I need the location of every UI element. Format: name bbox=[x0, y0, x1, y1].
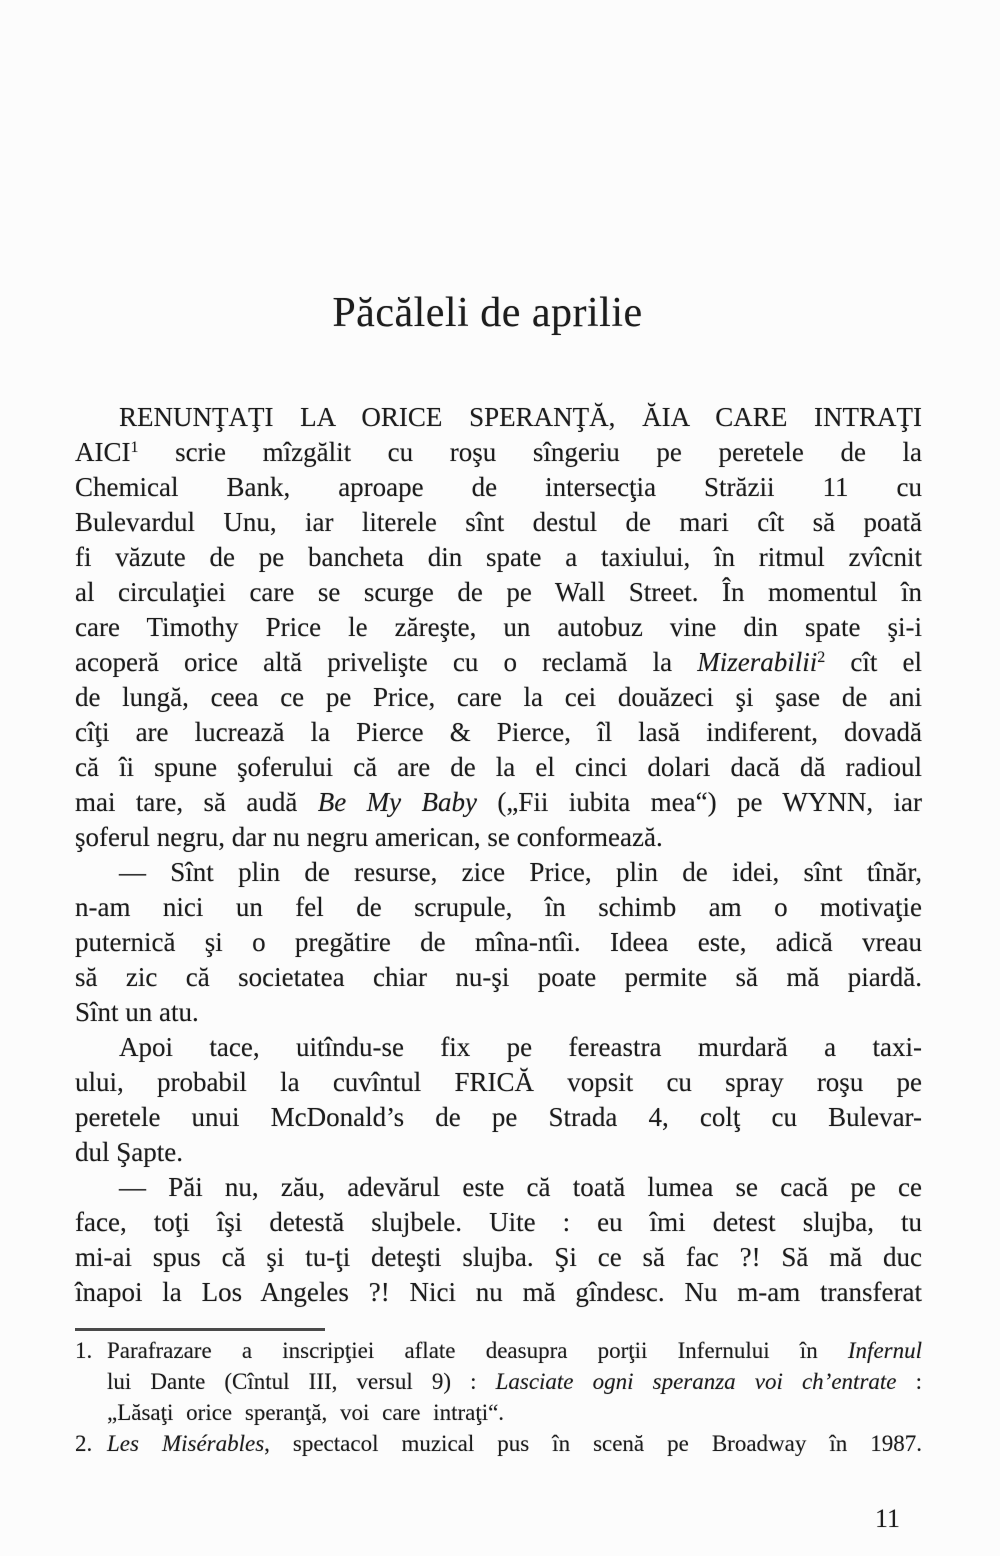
text-segment: „Lăsaţi orice speranţă, voi care intraţi“. bbox=[107, 1400, 505, 1426]
text-segment: mai tare, să audă bbox=[75, 787, 318, 818]
text-line bbox=[75, 750, 922, 785]
text-line bbox=[75, 1100, 922, 1135]
text-line bbox=[75, 1205, 922, 1240]
footnote-item bbox=[75, 1335, 922, 1428]
body-text bbox=[75, 400, 922, 1310]
text-line bbox=[75, 645, 922, 680]
text-line bbox=[75, 400, 922, 435]
text-segment: ului, probabil la cuvîntul FRICĂ vopsit cu spray roşu pe bbox=[75, 1067, 922, 1098]
text-segment: cît el bbox=[825, 647, 922, 678]
footnote-lines bbox=[107, 1335, 922, 1428]
text-segment: şoferul negru, dar nu negru american, se conformează. bbox=[75, 822, 663, 853]
text-segment: Apoi tace, uitîndu-se fix pe fereastra murdară a taxi- bbox=[119, 1032, 922, 1063]
text-line bbox=[75, 890, 922, 925]
text-segment: al circulaţiei care se scurge de pe Wall Street. În momentul în bbox=[75, 577, 922, 608]
text-segment: AICI bbox=[75, 437, 131, 468]
text-line bbox=[75, 1170, 922, 1205]
text-line bbox=[75, 820, 922, 855]
text-line bbox=[75, 540, 922, 575]
text-segment: peretele unui McDonald’s de pe Strada 4, colţ cu Bulevar- bbox=[75, 1102, 922, 1133]
footnotes bbox=[75, 1335, 922, 1459]
text-segment: face, toţi îşi detestă slujbele. Uite : eu îmi detest slujba, tu bbox=[75, 1207, 922, 1238]
text-segment: să zic că societatea chiar nu-şi poate permite să mă piardă. bbox=[75, 962, 922, 993]
text-segment: Bulevardul Unu, iar literele sînt destul de mari cît să poată bbox=[75, 507, 922, 538]
text-segment: — Sînt plin de resurse, zice Price, plin de idei, sînt tînăr, bbox=[119, 857, 922, 888]
text-segment: că îi spune şoferului că are de la el cinci dolari dacă dă radioul bbox=[75, 752, 922, 783]
text-line bbox=[75, 1275, 922, 1310]
text-segment: RENUNŢAŢI LA ORICE SPERANŢĂ, ĂIA CARE INTRAŢI bbox=[119, 402, 922, 433]
text-segment: Be My Baby bbox=[317, 787, 477, 818]
text-segment: cîţi are lucrează la Pierce & Pierce, îl lasă indiferent, dovadă bbox=[75, 717, 922, 748]
text-segment: n-am nici un fel de scrupule, în schimb am o motivaţie bbox=[75, 892, 922, 923]
text-segment: — Păi nu, zău, adevărul este că toată lumea se cacă pe ce bbox=[119, 1172, 922, 1203]
page-number: 11 bbox=[874, 1504, 900, 1534]
text-line bbox=[75, 435, 922, 470]
text-line bbox=[75, 1030, 922, 1065]
footnote-ref: 1 bbox=[130, 439, 139, 457]
text-segment: , spectacol muzical pus în scenă pe Broadway în 1987. bbox=[264, 1431, 922, 1457]
text-line bbox=[75, 960, 922, 995]
text-line bbox=[75, 715, 922, 750]
text-segment: lui Dante (Cîntul III, versul 9) : bbox=[107, 1369, 496, 1395]
text-segment: Parafrazare a inscripţiei aflate deasupra porţii Infernului în bbox=[107, 1338, 848, 1364]
text-segment: scrie mîzgălit cu roşu sîngeriu pe peretele de la bbox=[138, 437, 922, 468]
text-line bbox=[75, 1065, 922, 1100]
text-segment: dul Şapte. bbox=[75, 1137, 183, 1168]
text-line bbox=[75, 505, 922, 540]
text-segment: acoperă orice altă privelişte cu o reclamă la bbox=[75, 647, 698, 678]
footnote-marker: 2. bbox=[75, 1431, 93, 1457]
footnote-line bbox=[107, 1366, 922, 1397]
footnote-marker: 1. bbox=[75, 1338, 93, 1364]
footnote-line bbox=[107, 1335, 922, 1366]
text-line bbox=[75, 575, 922, 610]
text-segment: înapoi la Los Angeles ?! Nici nu mă gîndesc. Nu m-am transferat bbox=[75, 1277, 922, 1308]
text-line bbox=[75, 470, 922, 505]
text-segment: Sînt un atu. bbox=[75, 997, 199, 1028]
text-segment: de lungă, ceea ce pe Price, care la cei douăzeci şi şase de ani bbox=[75, 682, 922, 713]
footnote-line bbox=[107, 1397, 922, 1428]
text-segment: Lasciate ogni speranza voi ch’entrate bbox=[495, 1369, 897, 1395]
text-segment: care Timothy Price le zăreşte, un autobuz vine din spate şi-i bbox=[75, 612, 922, 643]
text-line bbox=[75, 610, 922, 645]
text-line bbox=[75, 855, 922, 890]
text-line bbox=[75, 1240, 922, 1275]
text-line bbox=[75, 925, 922, 960]
text-segment: : bbox=[896, 1369, 922, 1395]
text-segment: fi văzute de pe bancheta din spate a taxiului, în ritmul zvîcnit bbox=[75, 542, 922, 573]
footnote-lines bbox=[107, 1428, 922, 1459]
chapter-title: Păcăleli de aprilie bbox=[332, 290, 643, 337]
text-line bbox=[75, 785, 922, 820]
text-segment: Chemical Bank, aproape de intersecţia Străzii 11 cu bbox=[75, 472, 922, 503]
text-segment: („Fii iubita mea“) pe WYNN, iar bbox=[476, 787, 922, 818]
text-line bbox=[75, 680, 922, 715]
text-segment: Mizerabilii bbox=[697, 647, 818, 678]
text-segment: puternică şi o pregătire de mîna-ntîi. Ideea este, adică vreau bbox=[75, 927, 922, 958]
text-line bbox=[75, 995, 922, 1030]
footnote-item bbox=[75, 1428, 922, 1459]
footnote-ref: 2 bbox=[817, 649, 826, 667]
text-segment: Infernul bbox=[847, 1338, 922, 1364]
text-line bbox=[75, 1135, 922, 1170]
footnote-line bbox=[107, 1428, 922, 1459]
footnote-rule bbox=[75, 1328, 325, 1331]
text-segment: Les Misérables bbox=[107, 1431, 265, 1457]
text-segment: mi-ai spus că şi tu-ţi deteşti slujba. Şi ce să fac ?! Să mă duc bbox=[75, 1242, 922, 1273]
